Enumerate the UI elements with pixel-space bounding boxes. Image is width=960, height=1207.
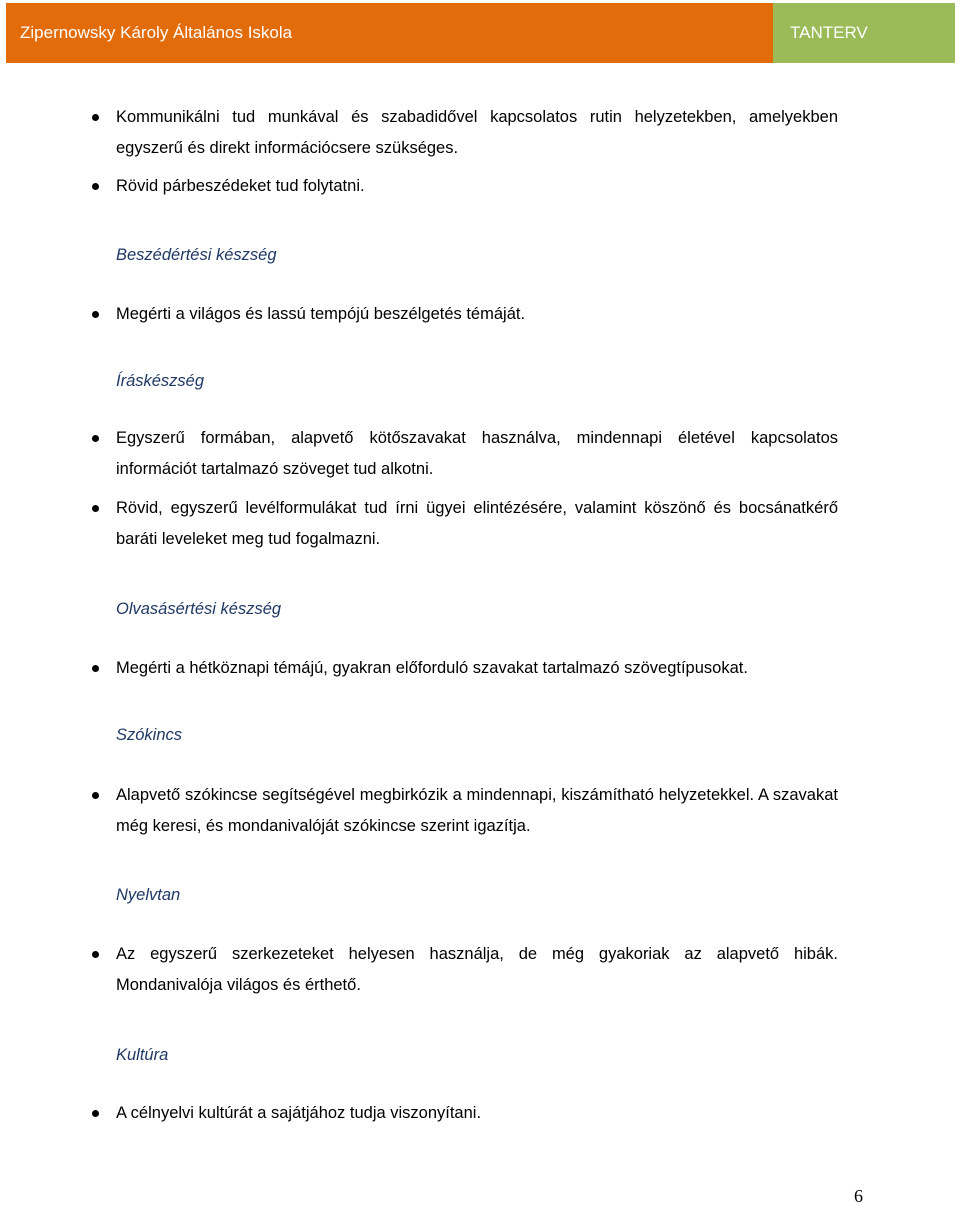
bullet-icon [92,951,99,958]
bullet-icon [92,665,99,672]
list-item: A célnyelvi kultúrát a sajátjához tudja viszonyítani. [116,1104,482,1122]
bullet-icon [92,435,99,442]
list-item: Alapvető szókincse segítségével megbirkózik a mindennapi, kiszámítható helyzetekkel. A szavakat még keresi, és mondanivalóját szókincse szerint igazítja. [116,786,838,835]
section-heading-szokincs: Szókincs [116,726,183,744]
section-heading-kultura: Kultúra [116,1046,169,1064]
bullet-icon [92,114,99,121]
section-heading-iras: Íráskészség [116,372,205,390]
list-item: Egyszerű formában, alapvető kötőszavakat használva, mindennapi életével kapcsolatos információt tartalmazó szöveget tud alkotni. [116,429,838,478]
header-doc-label: TANTERV [790,23,868,42]
section-heading-olvasas: Olvasásértési készség [116,600,282,618]
list-item: Rövid párbeszédeket tud folytatni. [116,177,365,195]
list-item: Megérti a világos és lassú tempójú beszélgetés témáját. [116,305,526,323]
page-header [6,3,955,63]
list-item: Megérti a hétköznapi témájú, gyakran előforduló szavakat tartalmazó szövegtípusokat. [116,659,748,677]
header-label-section [773,3,955,63]
header-school-section [6,3,773,63]
bullet-icon [92,1110,99,1117]
bullet-icon [92,792,99,799]
bullet-icon [92,183,99,190]
list-item: Kommunikálni tud munkával és szabadidővel kapcsolatos rutin helyzetekben, amelyekben egyszerű és direkt információcsere szükséges. [116,108,838,157]
page-number: 6 [854,1186,863,1206]
section-heading-beszed: Beszédértési készség [116,246,277,264]
section-heading-nyelvtan: Nyelvtan [116,886,181,904]
header-school-name: Zipernowsky Károly Általános Iskola [20,23,293,42]
list-item: Rövid, egyszerű levélformulákat tud írni ügyei elintézésére, valamint köszönő és bocsánatkérő baráti leveleket meg tud fogalmazni. [116,499,838,548]
list-item: Az egyszerű szerkezeteket helyesen használja, de még gyakoriak az alapvető hibák. Mondanivalója világos és érthető. [116,945,838,994]
bullet-icon [92,311,99,318]
bullet-icon [92,505,99,512]
